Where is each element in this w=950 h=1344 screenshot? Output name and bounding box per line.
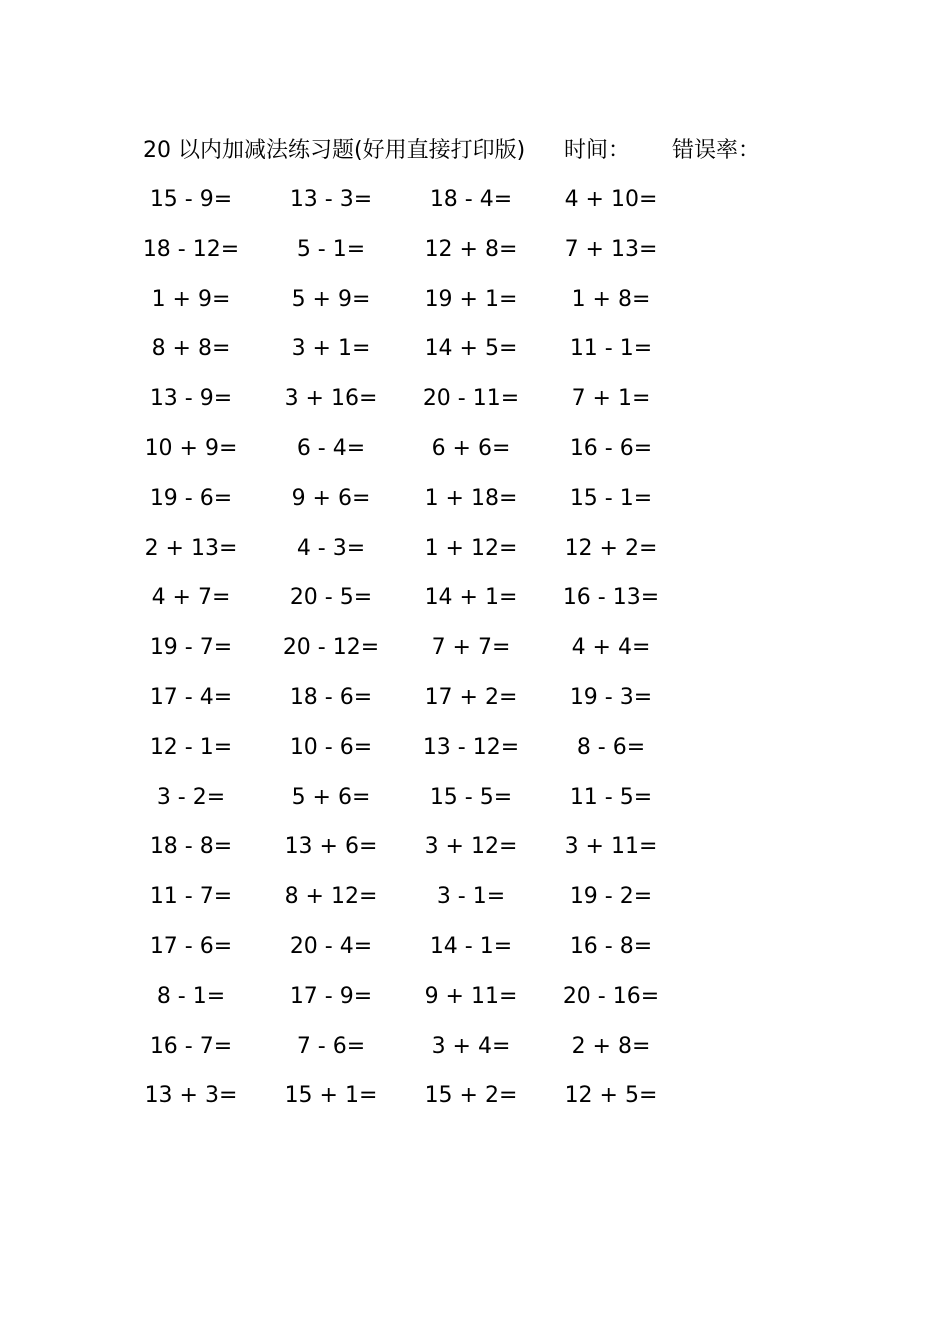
math-problem: 8 - 1= (156, 983, 226, 1009)
math-problem: 1 + 8= (571, 286, 651, 312)
problem-row (140, 730, 700, 780)
math-problem: 7 + 13= (564, 236, 658, 262)
problem-row (140, 331, 700, 381)
math-problem: 14 + 5= (424, 336, 518, 362)
math-problem: 20 - 5= (289, 585, 373, 611)
math-problem: 10 - 6= (289, 734, 373, 760)
math-problem: 3 + 11= (564, 834, 658, 860)
math-problem: 18 - 12= (142, 236, 240, 262)
math-problem: 19 - 6= (149, 485, 233, 511)
math-problem: 18 - 4= (429, 187, 513, 212)
math-problem: 20 - 11= (422, 386, 520, 412)
math-problem: 13 - 3= (289, 187, 373, 212)
math-problem: 13 + 6= (284, 834, 378, 860)
math-problem: 7 - 6= (296, 1033, 366, 1059)
math-problem: 16 - 7= (149, 1033, 233, 1059)
math-problem: 11 - 7= (149, 884, 233, 910)
math-problem: 19 + 1= (424, 286, 518, 312)
math-problem: 12 + 8= (424, 236, 518, 262)
math-problem: 17 - 9= (289, 983, 373, 1009)
math-problem: 7 + 7= (431, 635, 511, 661)
math-problem: 13 - 9= (149, 386, 233, 412)
math-problem: 11 - 5= (569, 784, 653, 810)
math-problem: 3 + 12= (424, 834, 518, 860)
math-problem: 1 + 12= (424, 535, 518, 561)
time-label: 时间： (564, 138, 631, 163)
math-problem: 2 + 13= (144, 535, 238, 561)
math-problem: 2 + 8= (571, 1033, 651, 1059)
problem-row (140, 780, 700, 830)
math-problem: 19 - 2= (569, 884, 653, 910)
problem-row (140, 182, 700, 232)
math-problem: 16 - 8= (569, 933, 653, 959)
worksheet-header (143, 133, 803, 169)
math-problem: 4 + 7= (151, 585, 231, 611)
problem-row (140, 929, 700, 979)
problem-row (140, 282, 700, 332)
math-problem: 3 - 1= (436, 884, 506, 910)
problem-row (140, 680, 700, 730)
math-problem: 10 + 9= (144, 435, 238, 461)
math-problem: 8 - 6= (576, 734, 646, 760)
math-problem: 4 - 3= (296, 535, 366, 561)
math-problem: 3 - 2= (156, 784, 226, 810)
math-problem: 17 + 2= (424, 684, 518, 710)
math-problem: 7 + 1= (571, 386, 651, 412)
math-problem: 9 + 6= (291, 485, 371, 511)
math-problem: 20 - 4= (289, 933, 373, 959)
math-problem: 13 + 3= (144, 1083, 238, 1109)
math-problem: 3 + 1= (291, 336, 371, 362)
problem-row (140, 1029, 700, 1079)
problem-row (140, 381, 700, 431)
math-problem: 17 - 6= (149, 933, 233, 959)
problem-row (140, 531, 700, 581)
math-problem: 6 - 4= (296, 435, 366, 461)
math-problem: 18 - 8= (149, 834, 233, 860)
problem-row (140, 580, 700, 630)
math-problem: 6 + 6= (431, 435, 511, 461)
math-problem: 15 - 9= (149, 187, 233, 212)
math-problem: 12 + 5= (564, 1083, 658, 1109)
math-problem: 17 - 4= (149, 684, 233, 710)
math-problem: 4 + 4= (571, 635, 651, 661)
math-problem: 14 - 1= (429, 933, 513, 959)
math-problem: 12 + 2= (564, 535, 658, 561)
math-problem: 3 + 16= (284, 386, 378, 412)
math-problem: 15 + 1= (284, 1083, 378, 1109)
worksheet-title: 20 以内加减法练习题(好用直接打印版) (143, 138, 526, 163)
problem-row (140, 481, 700, 531)
math-problem: 13 - 12= (422, 734, 520, 760)
math-problem: 9 + 11= (424, 983, 518, 1009)
math-problem: 15 - 1= (569, 485, 653, 511)
math-problem: 5 + 6= (291, 784, 371, 810)
math-problem: 12 - 1= (149, 734, 233, 760)
math-problem: 18 - 6= (289, 684, 373, 710)
problem-row (140, 829, 700, 879)
math-problem: 1 + 9= (151, 286, 231, 312)
math-problem: 19 - 7= (149, 635, 233, 661)
math-problem: 15 + 2= (424, 1083, 518, 1109)
problem-grid (140, 182, 700, 1128)
math-problem: 8 + 8= (151, 336, 231, 362)
math-problem: 20 - 12= (282, 635, 380, 661)
math-problem: 16 - 13= (562, 585, 660, 611)
problem-row (140, 431, 700, 481)
problem-row (140, 232, 700, 282)
math-problem: 19 - 3= (569, 684, 653, 710)
math-problem: 3 + 4= (431, 1033, 511, 1059)
problem-row (140, 879, 700, 929)
problem-row (140, 979, 700, 1029)
math-problem: 5 + 9= (291, 286, 371, 312)
math-problem: 15 - 5= (429, 784, 513, 810)
error-rate-label: 错误率： (672, 138, 761, 163)
math-problem: 5 - 1= (296, 236, 366, 262)
math-problem: 11 - 1= (569, 336, 653, 362)
math-problem: 8 + 12= (284, 884, 378, 910)
math-problem: 1 + 18= (424, 485, 518, 511)
math-problem: 4 + 10= (564, 187, 658, 212)
math-problem: 14 + 1= (424, 585, 518, 611)
math-problem: 16 - 6= (569, 435, 653, 461)
problem-row (140, 1078, 700, 1128)
problem-row (140, 630, 700, 680)
math-problem: 20 - 16= (562, 983, 660, 1009)
